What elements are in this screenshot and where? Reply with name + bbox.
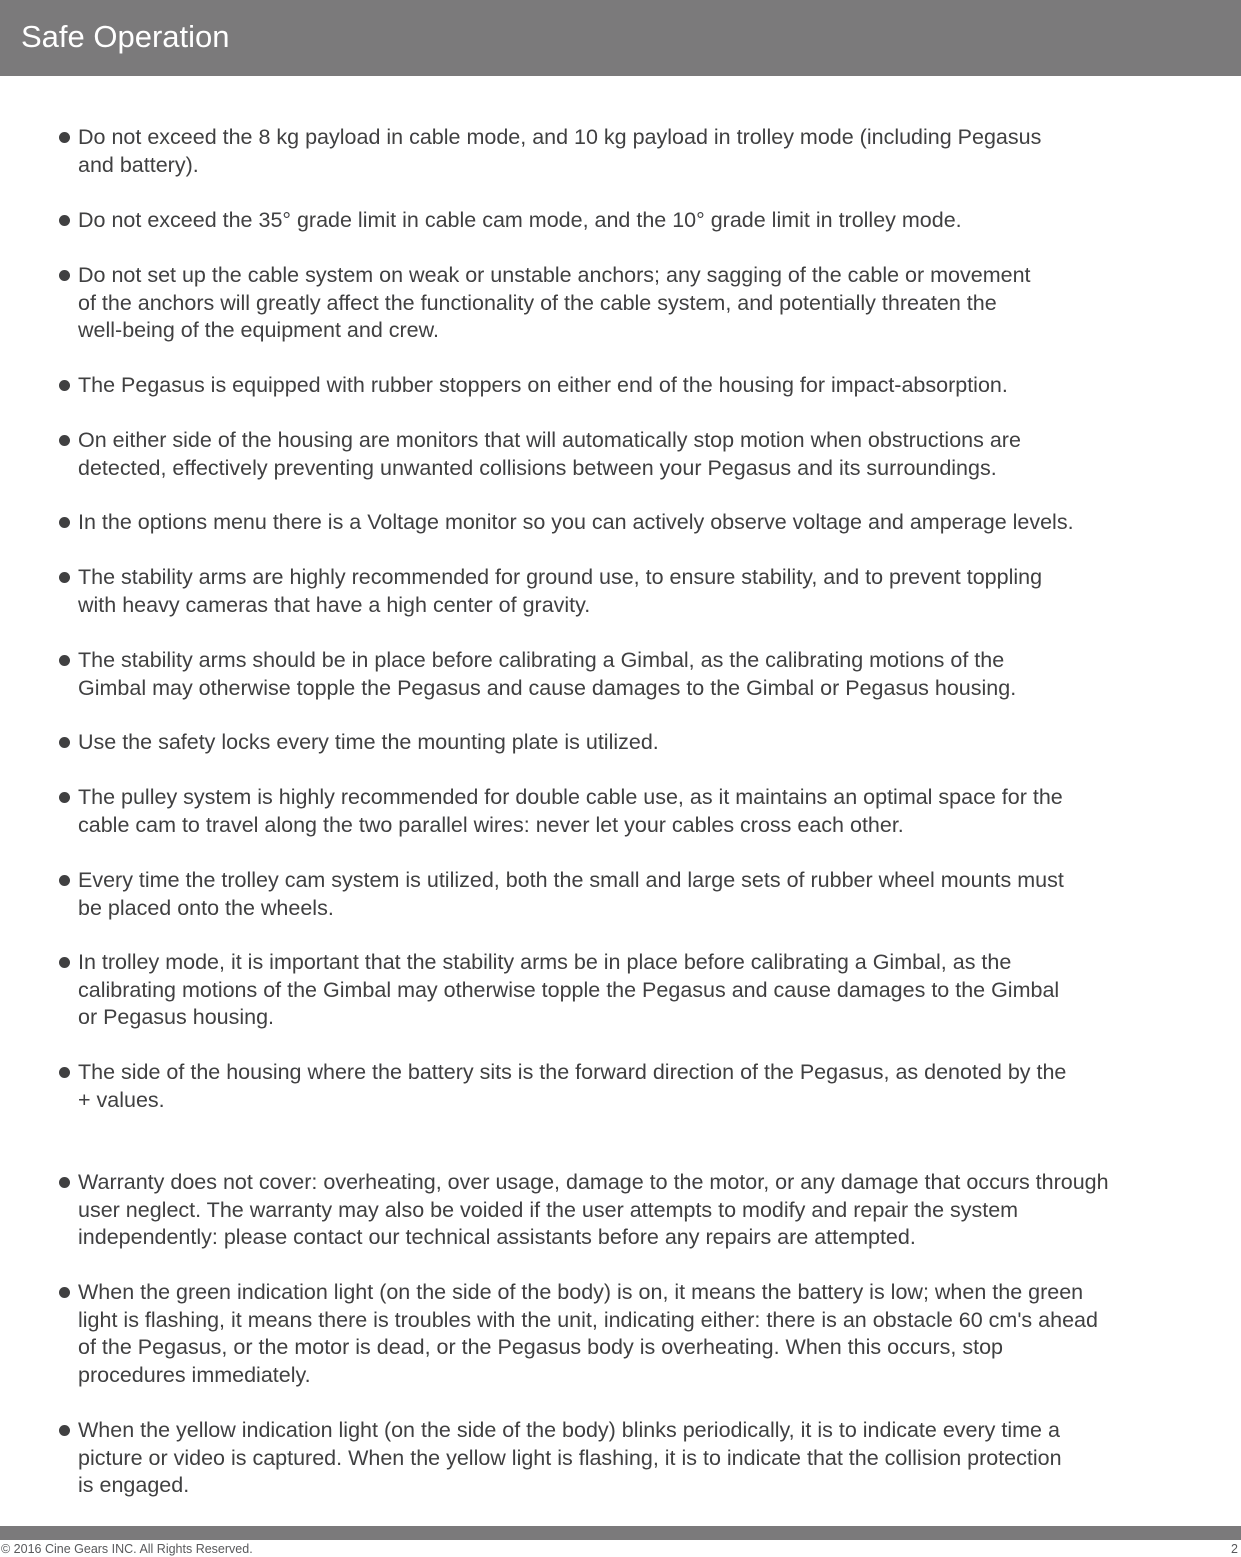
bullet-dot-icon bbox=[59, 1067, 70, 1078]
footer-copyright: © 2016 Cine Gears INC. All Rights Reserved. bbox=[1, 1542, 253, 1556]
bullet-line: light is flashing, it means there is troubles with the unit, indicating either: there is an obstacle 60 cm's ahead bbox=[78, 1307, 1098, 1332]
footer-bar bbox=[0, 1526, 1241, 1540]
bullet-line: Do not exceed the 35° grade limit in cable cam mode, and the 10° grade limit in trolley mode. bbox=[78, 208, 962, 232]
bullet-line: Every time the trolley cam system is utilized, both the small and large sets of rubber wheel mounts must bbox=[78, 868, 1064, 892]
bullet-line: In the options menu there is a Voltage monitor so you can actively observe voltage and amperage levels. bbox=[78, 510, 1074, 534]
bullet-dot-icon bbox=[59, 792, 70, 803]
page-number: 2 bbox=[1231, 1542, 1238, 1556]
bullet-item bbox=[78, 949, 1228, 1032]
bullet-line: be placed onto the wheels. bbox=[78, 895, 334, 920]
bullet-line: detected, effectively preventing unwanted collisions between your Pegasus and its surroundings. bbox=[78, 455, 997, 480]
bullet-line: independently: please contact our technical assistants before any repairs are attempted. bbox=[78, 1225, 916, 1249]
bullet-dot-icon bbox=[59, 1287, 70, 1298]
bullet-line: Gimbal may otherwise topple the Pegasus and cause damages to the Gimbal or Pegasus housing. bbox=[78, 675, 1017, 700]
bullet-dot-icon bbox=[59, 737, 70, 748]
bullet-item bbox=[78, 729, 1228, 757]
bullet-line: of the Pegasus, or the motor is dead, or the Pegasus body is overheating. When this occurs, stop bbox=[78, 1335, 1004, 1359]
bullet-line: well-being of the equipment and crew. bbox=[78, 318, 439, 342]
bullet-item bbox=[78, 1059, 1228, 1114]
bullet-dot-icon bbox=[59, 875, 70, 886]
bullet-item bbox=[78, 564, 1228, 619]
bullet-line: In trolley mode, it is important that the stability arms be in place before calibrating a Gimbal, as the bbox=[78, 950, 1012, 974]
bullet-line: is engaged. bbox=[78, 1473, 190, 1497]
bullet-line: The pulley system is highly recommended for double cable use, as it maintains an optimal space for the bbox=[78, 785, 1063, 809]
bullet-line: Warranty does not cover: overheating, over usage, damage to the motor, or any damage that occurs through bbox=[78, 1170, 1109, 1194]
bullet-line: Use the safety locks every time the mounting plate is utilized. bbox=[78, 730, 659, 754]
bullet-line: picture or video is captured. When the yellow light is flashing, it is to indicate that the collision protection bbox=[78, 1445, 1062, 1470]
bullet-dot-icon bbox=[59, 572, 70, 583]
bullet-item bbox=[78, 647, 1228, 702]
bullet-line: or Pegasus housing. bbox=[78, 1005, 275, 1029]
bullet-item bbox=[78, 509, 1228, 537]
bullet-dot-icon bbox=[59, 215, 70, 226]
bullet-item bbox=[78, 124, 1228, 179]
bullet-line: and battery). bbox=[78, 152, 199, 177]
bullet-dot-icon bbox=[59, 655, 70, 666]
bullet-line: calibrating motions of the Gimbal may otherwise topple the Pegasus and cause damages to the Gimbal bbox=[78, 977, 1060, 1002]
bullet-dot-icon bbox=[59, 1425, 70, 1436]
bullet-item bbox=[78, 372, 1228, 400]
bullet-line: The Pegasus is equipped with rubber stoppers on either end of the housing for impact-absorption. bbox=[78, 373, 1008, 397]
bullet-line: + values. bbox=[78, 1087, 165, 1112]
bullet-item bbox=[78, 262, 1228, 345]
bullet-line: When the green indication light (on the side of the body) is on, it means the battery is low; when the green bbox=[78, 1280, 1084, 1304]
bullet-dot-icon bbox=[59, 957, 70, 968]
bullet-line: user neglect. The warranty may also be voided if the user attempts to modify and repair the system bbox=[78, 1197, 1019, 1222]
bullet-line: On either side of the housing are monitors that will automatically stop motion when obstructions are bbox=[78, 428, 1021, 452]
bullet-item bbox=[78, 1417, 1228, 1500]
bullet-line: procedures immediately. bbox=[78, 1362, 311, 1387]
bullet-line: The stability arms should be in place before calibrating a Gimbal, as the calibrating motions of the bbox=[78, 648, 1005, 672]
bullet-line: Do not exceed the 8 kg payload in cable mode, and 10 kg payload in trolley mode (including Pegasus bbox=[78, 125, 1042, 149]
bullet-item bbox=[78, 867, 1228, 922]
bullet-line: with heavy cameras that have a high center of gravity. bbox=[78, 592, 591, 617]
bullet-dot-icon bbox=[59, 1177, 70, 1188]
bullet-dot-icon bbox=[59, 132, 70, 143]
bullet-line: Do not set up the cable system on weak or unstable anchors; any sagging of the cable or movement bbox=[78, 263, 1031, 287]
page-title: Safe Operation bbox=[21, 19, 230, 54]
bullet-item bbox=[78, 1169, 1228, 1252]
bullet-dot-icon bbox=[59, 517, 70, 528]
bullet-dot-icon bbox=[59, 270, 70, 281]
bullet-dot-icon bbox=[59, 435, 70, 446]
bullet-item bbox=[78, 427, 1228, 482]
bullet-item bbox=[78, 1279, 1228, 1389]
bullet-line: When the yellow indication light (on the side of the body) blinks periodically, it is to indicate every time a bbox=[78, 1418, 1060, 1442]
bullet-item bbox=[78, 207, 1228, 235]
bullet-line: cable cam to travel along the two parallel wires: never let your cables cross each other. bbox=[78, 812, 904, 837]
bullet-line: of the anchors will greatly affect the functionality of the cable system, and potentially threaten the bbox=[78, 290, 997, 315]
bullet-line: The stability arms are highly recommended for ground use, to ensure stability, and to prevent toppling bbox=[78, 565, 1043, 589]
bullet-item bbox=[78, 784, 1228, 839]
bullet-line: The side of the housing where the battery sits is the forward direction of the Pegasus, as denoted by the bbox=[78, 1060, 1067, 1084]
bullet-dot-icon bbox=[59, 380, 70, 391]
